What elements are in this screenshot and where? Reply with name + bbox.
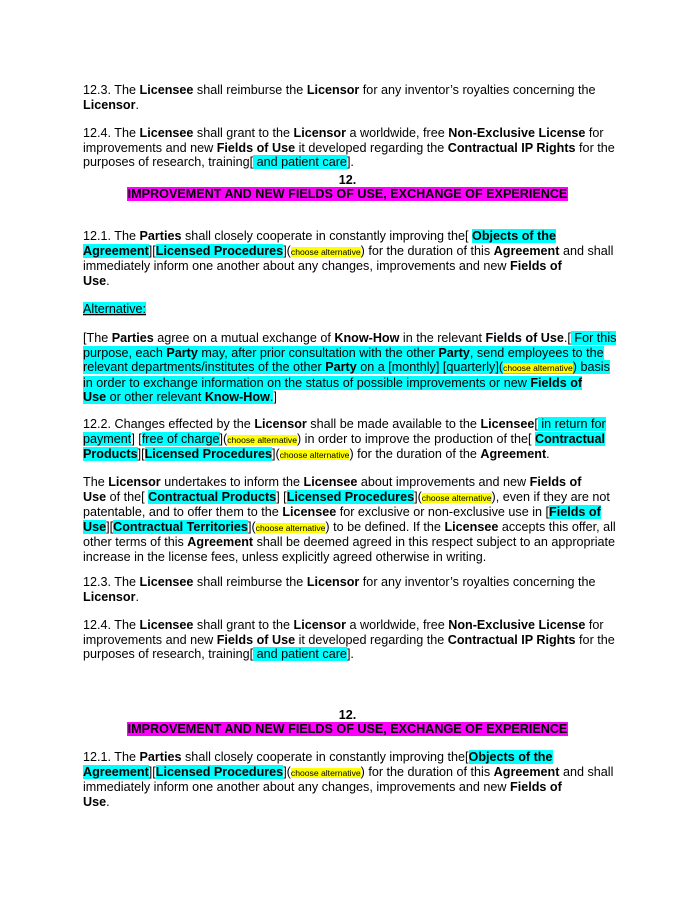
clause-12-4 (83, 126, 623, 170)
text: ]( (414, 489, 422, 504)
choose-alternative-tag: choose alternative (227, 434, 297, 445)
text: ][ (106, 519, 114, 534)
text: ] [ (131, 431, 142, 446)
text: . (135, 97, 139, 112)
clause-12-1 (83, 229, 623, 288)
section-number: 12. (338, 173, 357, 187)
term-know-how: Know-How (334, 331, 400, 345)
text: and shall immediately inform one another about any changes, improvements and new (83, 243, 614, 274)
term-use: Use (83, 794, 107, 809)
term-use: Use (83, 519, 107, 534)
term-parties: Parties (139, 229, 182, 243)
clause-number: 12.3. (83, 83, 115, 97)
term-fields-of-use: Fields of (529, 475, 582, 489)
clause-number: 12.1. (83, 229, 115, 243)
clause-12-3 (83, 83, 623, 112)
section-title (0, 187, 695, 202)
text: . (269, 390, 274, 405)
clause-number: 12.1. (83, 750, 115, 764)
text: about improvements and new (357, 475, 530, 489)
term-use: Use (83, 273, 107, 288)
optional-clause-highlight: and patient care (253, 647, 347, 662)
alternative-clause (83, 331, 623, 405)
term-party: Party (166, 345, 198, 360)
term-fields-of-use: Fields of (530, 375, 583, 390)
text: shall closely cooperate in constantly improving the[ (181, 229, 473, 243)
text: it developed regarding the (295, 632, 448, 647)
term-licensee: Licensee (282, 505, 337, 520)
term-licensor: Licensor (293, 126, 347, 140)
term-contractual-territories: Contractual Territories (113, 519, 248, 534)
term-fields-of-use: Fields of Use (216, 632, 296, 647)
text: for improvements and new (83, 618, 604, 647)
term-party: Party (438, 345, 470, 360)
term-fields-of-use: Fields of (510, 780, 562, 795)
text: in the relevant (399, 331, 486, 345)
alternative-label (83, 302, 623, 317)
term-parties: Parties (139, 750, 182, 764)
text: shall reimburse the (193, 83, 307, 97)
term-licensor: Licensor (83, 589, 136, 604)
text: ]. (346, 647, 354, 662)
text: ][ (148, 243, 156, 258)
section-title (0, 722, 695, 737)
text: shall grant to the (193, 618, 294, 632)
clause-number: 12.3. (83, 575, 115, 589)
choose-alternative-tag: choose alternative (279, 450, 350, 461)
term-licensor: Licensor (254, 417, 307, 431)
text: shall reimburse the (193, 575, 307, 589)
term-licensed-procedures: Licensed Procedures (155, 764, 284, 779)
text: a worldwide, free (346, 618, 449, 632)
text: ]( (271, 447, 280, 462)
term-agreement: Agreement (493, 243, 560, 258)
term-licensee: Licensee (139, 575, 194, 589)
text: ] (273, 390, 277, 405)
text: shall closely cooperate in constantly improving the[ (181, 750, 469, 764)
term-agreement: Agreement (493, 764, 560, 779)
clause-number: 12.2. Changes effected by the (83, 417, 255, 431)
alternative-label-text: Alternative: (83, 302, 146, 316)
text: The (114, 126, 140, 140)
term-licensed-procedures: Licensed Procedures (144, 447, 272, 462)
term-agreement: Agreement (83, 243, 149, 258)
choose-alternative-tag: choose alternative (255, 522, 326, 533)
term-licensor: Licensor (306, 83, 360, 97)
term-objects-of-agreement: Objects of the (472, 229, 556, 243)
text: . (546, 447, 550, 462)
text: shall be made available to the (306, 417, 481, 431)
text: The (114, 618, 140, 632)
clause-number: 12.4. (83, 618, 115, 632)
optional-clause-highlight: in return for payment (83, 417, 606, 446)
term-know-how: Know-How (204, 390, 270, 405)
text: The (83, 475, 109, 489)
term-licensee: Licensee (480, 417, 535, 431)
term-licensor: Licensor (293, 618, 347, 632)
text: .[ (563, 331, 571, 345)
text: of the[ (106, 489, 149, 504)
term-licensee: Licensee (444, 519, 499, 534)
text: it developed regarding the (295, 140, 448, 155)
text: may, after prior consultation with the other (197, 345, 439, 360)
term-fields-of-use: Fields of (549, 505, 601, 520)
text: ) basis in order to exchange information on the status of possible improvements or new (83, 360, 610, 390)
section-title-text: IMPROVEMENT AND NEW FIELDS OF USE, EXCHANGE OF EXPERIENCE (127, 722, 568, 736)
clause-number: 12.4. (83, 126, 115, 140)
text: . (106, 273, 110, 288)
term-fields-of-use: Fields of Use (485, 331, 564, 345)
term-fields-of-use: Fields of (510, 259, 562, 274)
text: for any inventor’s royalties concerning the (359, 575, 596, 589)
text: ) for the duration of this (360, 764, 494, 779)
term-licensor: Licensor (108, 475, 161, 489)
text: ] [ (276, 489, 287, 504)
term-non-exclusive-license: Non-Exclusive License (448, 126, 586, 140)
term-products: Products (83, 447, 138, 462)
choose-alternative-tag: choose alternative (503, 363, 573, 374)
term-agreement: Agreement (83, 764, 149, 779)
text: . (106, 794, 110, 809)
text: on a [monthly] [quarterly]( (356, 360, 504, 375)
section-title-text: IMPROVEMENT AND NEW FIELDS OF USE, EXCHANGE OF EXPERIENCE (127, 187, 568, 201)
clause-12-2 (83, 417, 623, 463)
text: For this purpose, each (83, 331, 617, 360)
term-contractual-products: Contractual (535, 431, 605, 446)
term-licensee: Licensee (139, 618, 194, 632)
text: . (135, 589, 139, 604)
optional-clause-highlight: and patient care (253, 155, 347, 170)
term-use: Use (83, 390, 107, 405)
text: ) in order to improve the production of the[ (296, 431, 535, 446)
text: ), even if they are not patentable, and to offer them to the (83, 489, 610, 520)
text: ]( (247, 519, 256, 534)
text: ][ (137, 447, 145, 462)
term-party: Party (325, 360, 357, 375)
text: agree on a mutual exchange of (153, 331, 335, 345)
text: or other relevant (106, 390, 205, 405)
term-non-exclusive-license: Non-Exclusive License (448, 618, 586, 632)
clause-12-3 (83, 575, 623, 604)
text: The (114, 83, 140, 97)
clause-12-1 (83, 750, 623, 809)
text: ]. (346, 155, 354, 170)
term-licensor: Licensor (306, 575, 360, 589)
term-licensee: Licensee (139, 83, 194, 97)
text: , send employees to the relevant departments/institutes of the other (83, 345, 604, 375)
term-contractual-ip-rights: Contractual IP Rights (447, 140, 576, 155)
text: ]( (283, 764, 291, 779)
term-licensee: Licensee (139, 126, 194, 140)
section-number: 12. (338, 708, 357, 722)
text: The (114, 575, 140, 589)
text: and shall immediately inform one another about any changes, improvements and new (83, 764, 614, 795)
term-fields-of-use: Fields of Use (216, 140, 296, 155)
text: The (114, 229, 140, 243)
text: [The (83, 331, 112, 345)
text: for improvements and new (83, 126, 604, 155)
text: for the purposes of research, training[ (83, 632, 615, 662)
term-use: Use (83, 489, 107, 504)
text: a worldwide, free (346, 126, 449, 140)
choose-alternative-tag: choose alternative (421, 492, 492, 503)
choose-alternative-tag: choose alternative (290, 767, 361, 778)
term-licensed-procedures: Licensed Procedures (286, 489, 415, 504)
text: undertakes to inform the (160, 475, 304, 489)
text: shall be deemed agreed in this respect subject to an appropriate increase in the license fees, unless explicitly agreed otherwise in writing. (83, 535, 616, 564)
text: ) to be defined. If the (325, 519, 445, 534)
term-contractual-ip-rights: Contractual IP Rights (447, 632, 576, 647)
text: shall grant to the (193, 126, 294, 140)
text: ) for the duration of the (349, 447, 481, 462)
term-objects-of-agreement: Objects of the (468, 750, 553, 764)
text: ][ (148, 764, 156, 779)
term-contractual-products: Contractual Products (148, 489, 277, 504)
text: for any inventor’s royalties concerning the (359, 83, 596, 97)
term-licensee: Licensee (303, 475, 358, 489)
text: accepts this offer, all other terms of this (83, 519, 616, 550)
text: The (114, 750, 140, 764)
clause-12-4 (83, 618, 623, 662)
text: for exclusive or non-exclusive use in [ (336, 505, 550, 520)
clause-inform-obligation (83, 475, 623, 565)
text: ]( (283, 243, 291, 258)
text: ]( (219, 431, 228, 446)
choose-alternative-tag: choose alternative (290, 246, 361, 257)
term-agreement: Agreement (480, 447, 547, 462)
text: ) for the duration of this (360, 243, 494, 258)
text: [ (534, 417, 538, 431)
text: for the purposes of research, training[ (83, 140, 615, 170)
term-licensed-procedures: Licensed Procedures (155, 243, 284, 258)
term-agreement: Agreement (187, 535, 254, 550)
optional-clause-highlight: free of charge (141, 431, 220, 446)
term-parties: Parties (111, 331, 154, 345)
term-licensor: Licensor (83, 97, 136, 112)
